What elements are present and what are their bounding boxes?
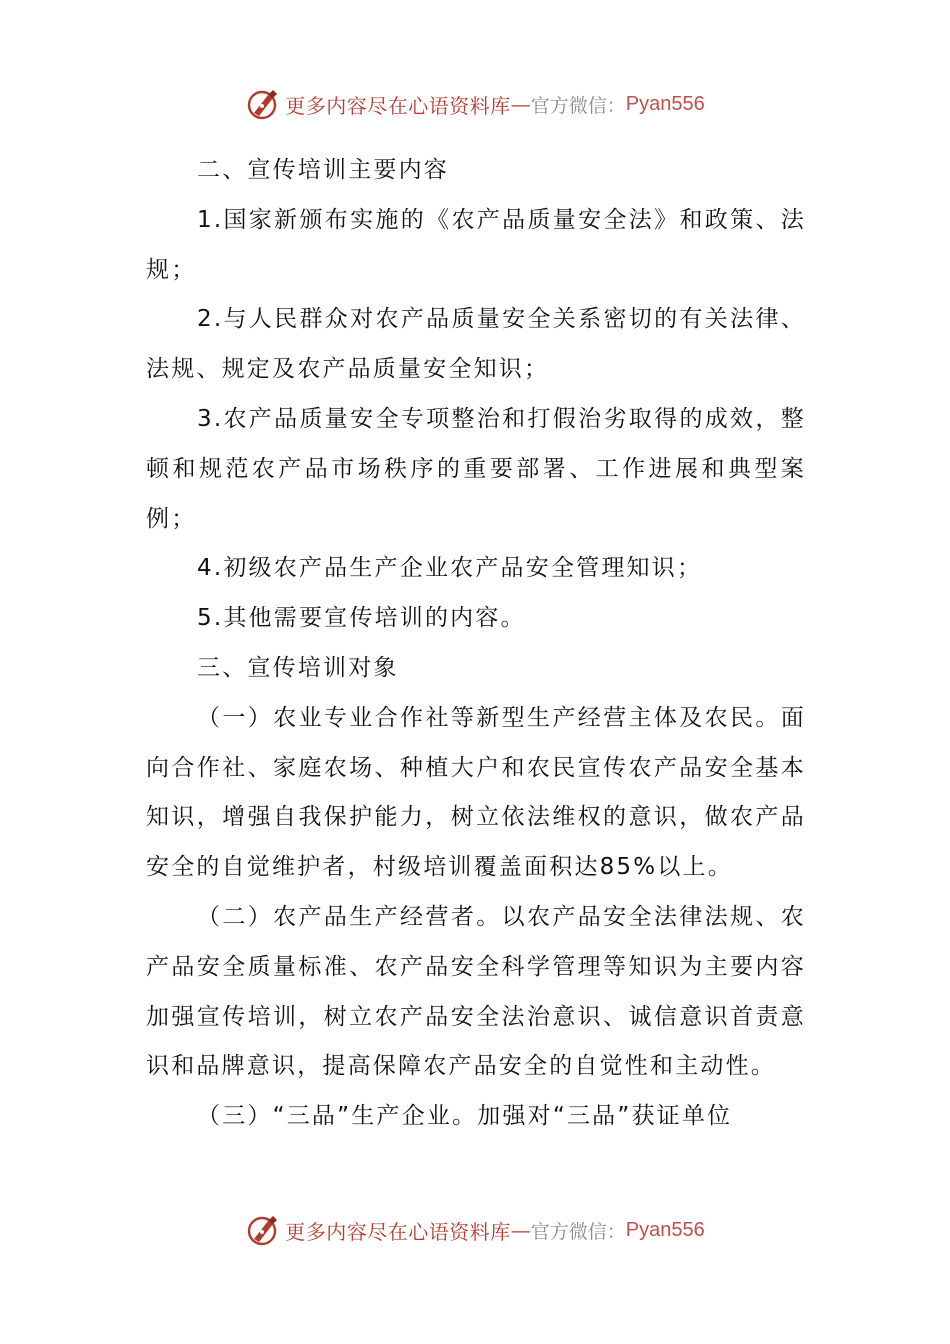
list-item-1: 1.国家新颁布实施的《农产品质量安全法》和政策、法规； [146,206,806,283]
pen-nib-logo-icon [245,1212,281,1248]
watermark-footer [0,1210,950,1250]
target-paragraph-3: （三）“三品”生产企业。加强对“三品”获证单位 [197,1103,733,1130]
section-heading-3: 三、宣传培训对象 [197,654,399,681]
watermark-wechat-id: Pyan556 [625,92,705,115]
watermark-wechat-id: Pyan556 [625,1218,705,1241]
watermark-wechat-label: 官方微信： [530,1220,626,1243]
document-body [146,146,806,1142]
watermark-brand: 更多内容尽在心语资料库 [285,1219,511,1244]
watermark-header [0,84,950,124]
target-paragraph-2: （二）农产品生产经营者。以农产品安全法律法规、农产品安全质量标准、农产品安全科学管理等知识为主要内容加强宣传培训，树立农产品安全法治意识、诚信意识首责意识和品牌意识，提高保障农产品安全的自觉性和主动性。 [146,903,806,1080]
list-item-3: 3.农产品质量安全专项整治和打假治劣取得的成效，整顿和规范农产品市场秩序的重要部署、工作进展和典型案例； [146,405,806,532]
pen-nib-logo-icon [245,86,281,122]
list-item-4: 4.初级农产品生产企业农产品安全管理知识； [197,555,703,582]
watermark-brand: 更多内容尽在心语资料库 [285,93,511,118]
list-item-2: 2.与人民群众对农产品质量安全关系密切的有关法律、法规、规定及农产品质量安全知识； [146,306,806,383]
watermark-wechat-label: 官方微信： [530,94,626,117]
list-item-5: 5.其他需要宣传培训的内容。 [197,605,526,632]
section-heading-2: 二、宣传培训主要内容 [197,157,449,183]
watermark-dash: — [510,92,531,116]
watermark-dash: — [510,1218,531,1242]
target-paragraph-1: （一）农业专业合作社等新型生产经营主体及农民。面向合作社、家庭农场、种植大户和农民宣传农产品安全基本知识，增强自我保护能力，树立依法维权的意识，做农产品安全的自觉维护者，村级培训覆盖面积达85%以上。 [146,704,806,881]
